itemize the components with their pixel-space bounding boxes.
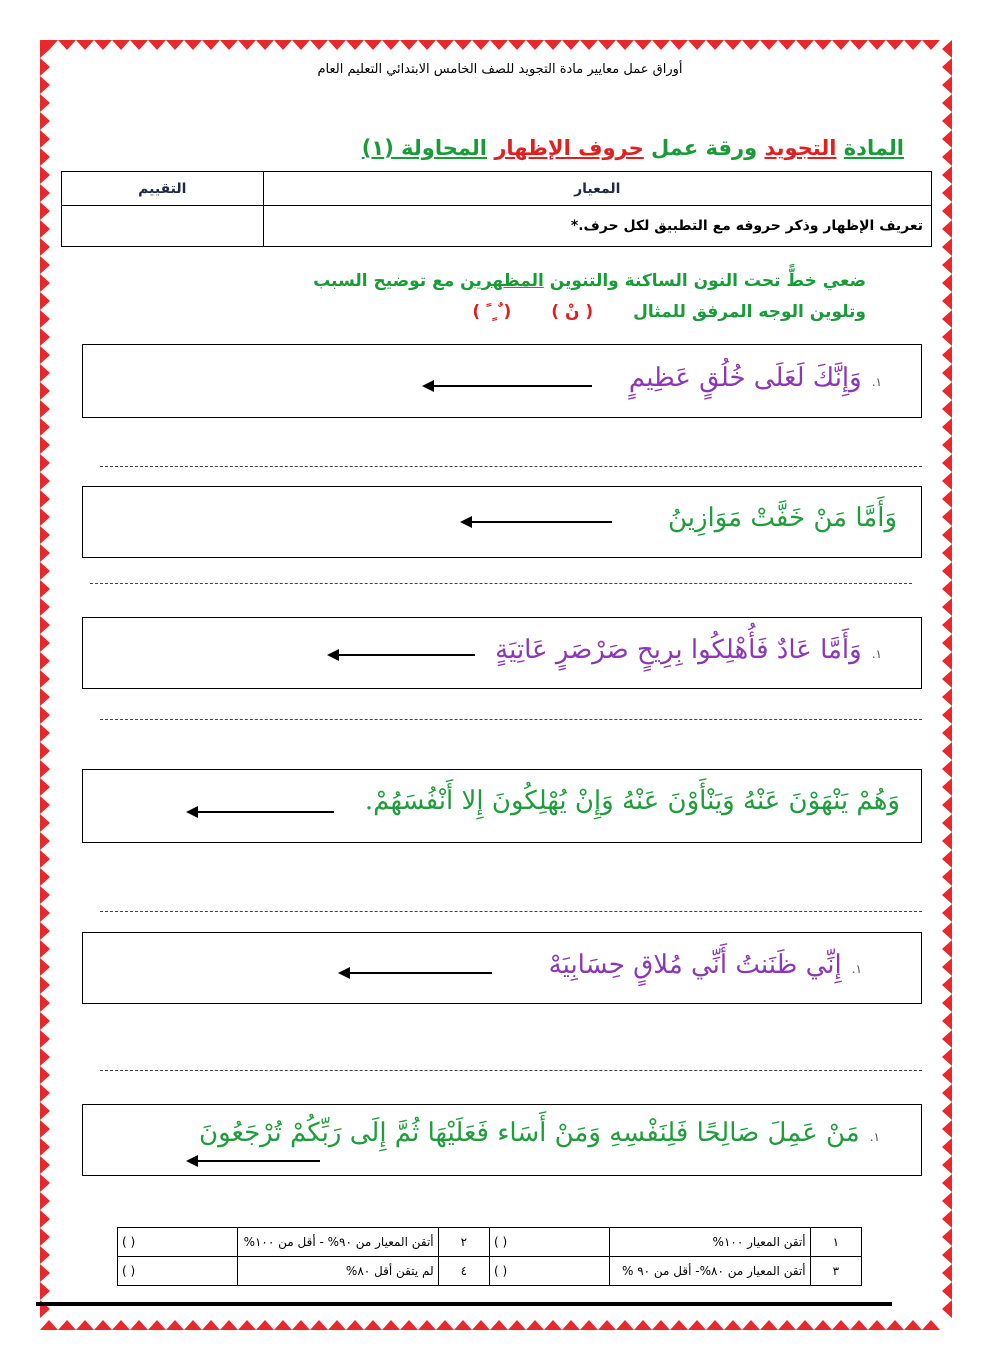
symbol-tanween: ( ٌ ٍ ً )	[472, 302, 512, 322]
grade-number: ٤	[438, 1257, 489, 1286]
grade-label: أتقن المعيار من ٨٠%- أقل من ٩٠ %	[609, 1257, 810, 1286]
grade-checkbox[interactable]: ( )	[490, 1257, 610, 1286]
worksheet-title: المادة التجويد ورقة عمل حروف الإظهار المحاولة (١)	[361, 136, 904, 160]
grade-label: أتقن المعيار ١٠٠%	[609, 1228, 810, 1257]
answer-line[interactable]	[100, 911, 922, 912]
answer-line[interactable]	[100, 1070, 922, 1071]
arrow-icon	[188, 1160, 320, 1162]
verse-1: ١.وَإِنَّكَ لَعَلَى خُلُقٍ عَظِيمٍ	[628, 363, 882, 393]
arrow-icon	[462, 521, 612, 523]
criterion-header: المعيار	[263, 172, 931, 206]
answer-line[interactable]	[100, 466, 922, 467]
grade-checkbox[interactable]: ( )	[118, 1228, 238, 1257]
instructions: ضعي خطًّ تحت النون الساكنة والتنوين المظهرين مع توضيح السبب وتلوين الوجه المرفق للمثال( نْ )( ٌ ٍ ً )	[313, 271, 866, 322]
grade-checkbox[interactable]: ( )	[118, 1257, 238, 1286]
criteria-table	[61, 171, 932, 247]
arrow-icon	[188, 811, 334, 813]
page-header: أوراق عمل معايير مادة التجويد للصف الخامس الابتدائي التعليم العام	[317, 62, 683, 77]
verse-4: وَهُمْ يَنْهَوْنَ عَنْهُ وَيَنْأَوْنَ عَنْهُ وَإِنْ يُهْلِكُونَ إِلا أَنْفُسَهُمْ.	[364, 786, 900, 816]
arrow-icon	[340, 972, 492, 974]
grading-table	[117, 1227, 862, 1286]
grade-label: لم يتقن أقل ٨٠%	[238, 1257, 439, 1286]
evaluation-header: التقييم	[62, 172, 264, 206]
grade-checkbox[interactable]: ( )	[490, 1228, 610, 1257]
arrow-icon	[424, 385, 592, 387]
grade-number: ١	[810, 1228, 861, 1257]
symbol-noon-sakinah: ( نْ )	[551, 302, 594, 322]
verse-3: ١.وَأَمَّا عَادٌ فَأُهْلِكُوا بِرِيحٍ صَرْصَرٍ عَاتِيَةٍ	[495, 635, 882, 665]
evaluation-cell[interactable]	[62, 206, 264, 247]
bottom-rule	[36, 1302, 892, 1306]
verse-5: ١.إِنِّي ظَنَنتُ أَنِّي مُلاقٍ حِسَابِيَهْ	[548, 950, 862, 980]
verse-2: وَأَمَّا مَنْ خَفَّتْ مَوَازِينُ	[667, 503, 897, 533]
grade-number: ٣	[810, 1257, 861, 1286]
criterion-text: تعريف الإظهار وذكر حروفه مع التطبيق لكل حرف.*	[263, 206, 931, 247]
arrow-icon	[329, 654, 475, 656]
grade-label: أتقن المعيار من ٩٠% - أقل من ١٠٠%	[238, 1228, 439, 1257]
grade-number: ٢	[438, 1228, 489, 1257]
verse-6: ١.مَنْ عَمِلَ صَالِحًا فَلِنَفْسِهِ وَمَنْ أَسَاء فَعَلَيْهَا ثُمَّ إِلَى رَبِّكُمْ تُرْجَعُونَ	[199, 1118, 880, 1148]
answer-line[interactable]	[100, 719, 922, 720]
answer-line[interactable]	[90, 583, 912, 584]
